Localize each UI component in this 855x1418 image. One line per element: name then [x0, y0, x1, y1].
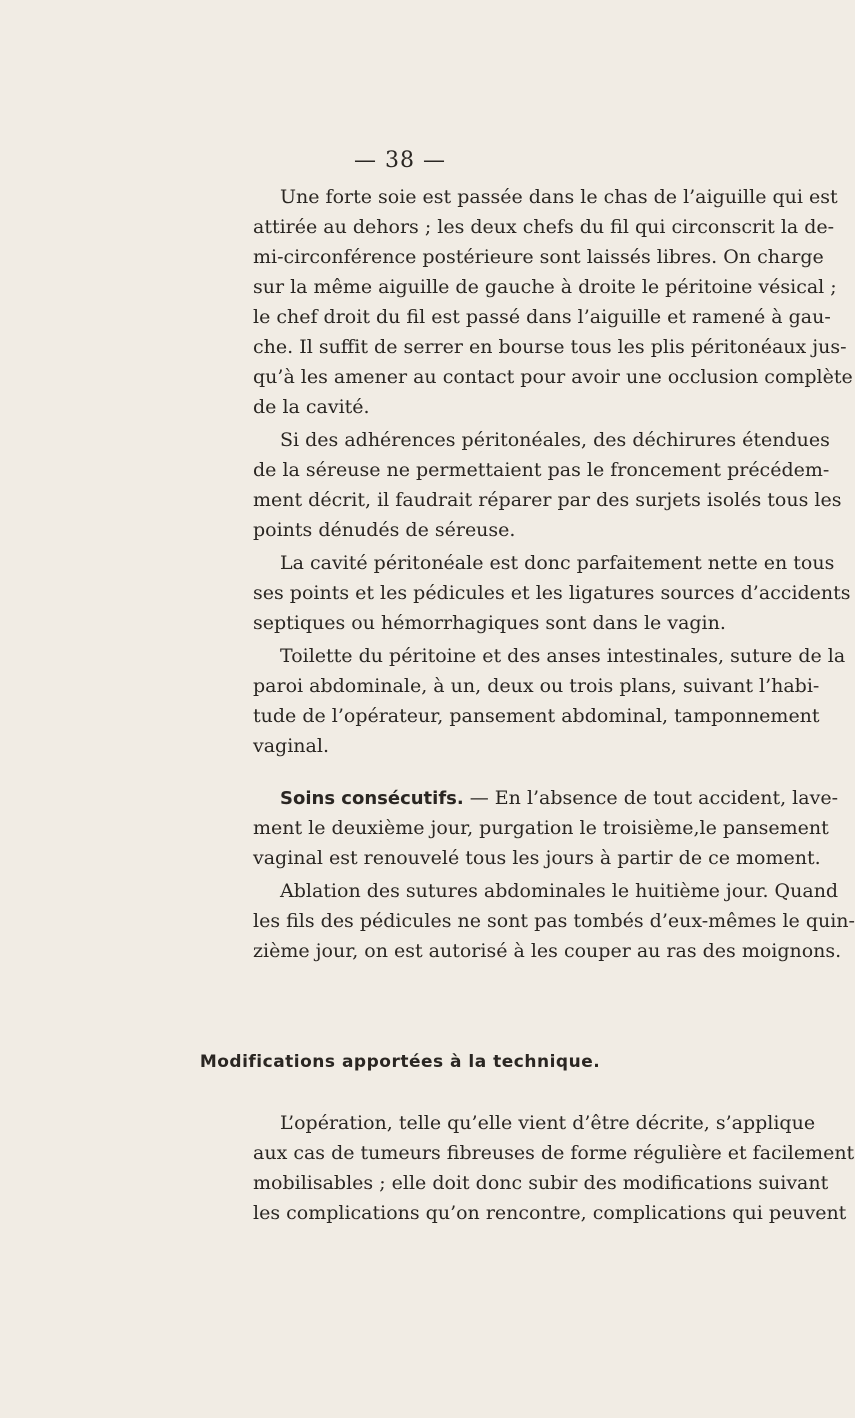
text-line: tude de l’opérateur, pansement abdominal, tamponnement	[253, 705, 820, 727]
text-line: points dénudés de séreuse.	[253, 519, 516, 541]
text-line: Ablation des sutures abdominales le huitième jour. Quand	[280, 880, 839, 902]
text-line: aux cas de tumeurs fibreuses de forme régulière et facilement	[253, 1142, 855, 1164]
section-heading: Modifications apportées à la technique.	[199, 1052, 601, 1072]
text-line: qu’à les amener au contact pour avoir une occlusion complète	[253, 366, 853, 388]
text-line: mobilisables ; elle doit donc subir des modifications suivant	[253, 1172, 829, 1194]
text-line: La cavité péritonéale est donc parfaitement nette en tous	[280, 552, 835, 574]
text-line: zième jour, on est autorisé à les couper au ras des moignons.	[253, 940, 842, 962]
text-line: L’opération, telle qu’elle vient d’être décrite, s’applique	[280, 1112, 816, 1134]
text-line: attirée au dehors ; les deux chefs du fil qui circonscrit la de-	[253, 216, 835, 238]
section-lead: Soins consécutifs.	[280, 788, 464, 809]
text-line: les complications qu’on rencontre, complications qui peuvent	[253, 1202, 847, 1224]
text-line: les fils des pédicules ne sont pas tombés d’eux-mêmes le quin-	[253, 910, 855, 932]
text-line: ment décrit, il faudrait réparer par des surjets isolés tous les	[253, 489, 842, 511]
text-line: de la cavité.	[253, 396, 370, 418]
text-line: le chef droit du fil est passé dans l’aiguille et ramené à gau-	[253, 306, 831, 328]
text-line: paroi abdominale, à un, deux ou trois plans, suivant l’habi-	[253, 675, 820, 697]
text-line: de la séreuse ne permettaient pas le froncement précédem-	[253, 459, 830, 481]
text-line: Toilette du péritoine et des anses intestinales, suture de la	[280, 645, 846, 667]
page-number: — 38 —	[354, 148, 446, 173]
text-line: vaginal.	[253, 735, 329, 757]
text-fragment: — En l’absence de tout accident, lave-	[463, 787, 838, 809]
text-line: sur la même aiguille de gauche à droite le péritoine vésical ;	[253, 276, 837, 298]
text-line	[280, 783, 838, 814]
text-line: vaginal est renouvelé tous les jours à partir de ce moment.	[253, 847, 821, 869]
text-line: ment le deuxième jour, purgation le troisième,le pansement	[253, 817, 829, 839]
text-line: ses points et les pédicules et les ligatures sources d’accidents	[253, 582, 851, 604]
text-line: mi-circonférence postérieure sont laissés libres. On charge	[253, 246, 824, 268]
text-line: Une forte soie est passée dans le chas de l’aiguille qui est	[280, 186, 838, 208]
text-line: Si des adhérences péritonéales, des déchirures étendues	[280, 429, 830, 451]
text-line: septiques ou hémorrhagiques sont dans le vagin.	[253, 612, 726, 634]
text-line: che. Il suffit de serrer en bourse tous les plis péritonéaux jus-	[253, 336, 847, 358]
